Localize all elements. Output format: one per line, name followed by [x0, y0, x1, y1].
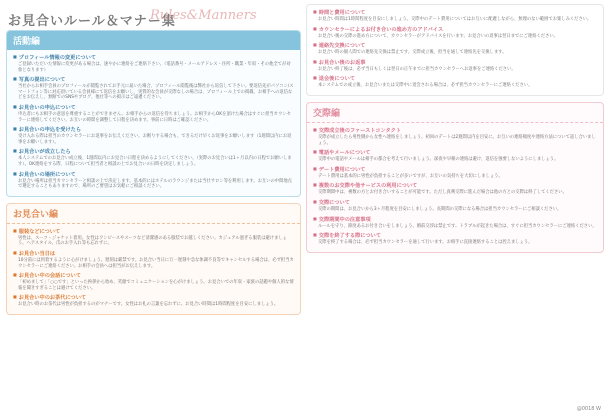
section-title: お見合い編	[7, 204, 300, 224]
rule-item-text: デート費用は基本的に男性が負担することが多いですが、お互いの気持ちを大切にしましょう。	[318, 173, 503, 179]
rule-item	[313, 41, 597, 56]
rule-item-text: お見合い時の個人間での連絡先交換は禁止です。交際成立後、担当を通して連絡先を交換します。	[318, 50, 507, 56]
rule-item	[13, 293, 294, 308]
section-title: 交際編	[307, 103, 603, 123]
rule-item-text: お見合い場所は担当カウンセラーと相談の上で決定します。基本的にはホテルのラウンジまたは当社サロン等を利用します。お互いの中間地点で選定することもありますので、場所のご要望はお気軽にご相談ください。	[18, 178, 292, 190]
rule-item-text: 当社からお相手会員のプロフィールが閲覧されてお手元に届いた場合、プロフィール閲覧後は弊社から返信して下さい。要返信先がパソコン/スマートフォン等に対応頂いている会員様にて返信をお願いし、実質的な会員が交際なしの場合は、プロフィール上での掲載、お相手への返信などをお伝えし、無断でのSNSやブログ、他社等への掲示はご遠慮ください。	[18, 84, 294, 101]
rule-item-title: ■ お見合い中のお茶代について	[13, 293, 294, 302]
rule-item-title: ■ 連絡先交換について	[313, 41, 597, 50]
rule-item-title: ■ お見合い中の会話について	[13, 271, 294, 280]
rule-item	[313, 181, 597, 196]
rule-item-title: ■ 電話やメールについて	[313, 148, 597, 157]
section-omiai	[6, 203, 301, 315]
section-body	[307, 123, 603, 252]
section-katsudo	[6, 30, 301, 197]
rule-item	[313, 148, 597, 163]
rule-item-title: ■ お見合いが成立したら	[13, 147, 294, 156]
rule-item	[313, 74, 597, 89]
rule-item	[313, 126, 597, 146]
rule-item-title: ■ お見合いの申込について	[13, 103, 294, 112]
rule-item-title: ■ 服装などについて	[13, 227, 294, 236]
rule-item-text: 「初めまして」「○○です」といった挨拶から始め、笑顔でコミュニケーションを心がけましょう。お見合いでの年収・家族の話題や個人的な情報を聞きすぎることは避けてください。	[18, 280, 294, 291]
rule-item-title: ■ 退会後について	[313, 74, 597, 83]
rule-item-title: ■ 交際期間中の注意事項	[313, 215, 597, 224]
section-kosai	[306, 102, 604, 253]
rule-item-text: ご登録いただいた情報に変更がある場合は、速やかに連絡をご連絡下さい。（電話番号・メールアドレス・住所・職業・年収・その他全てが対象となります）	[18, 62, 291, 73]
left-column	[6, 30, 301, 321]
rule-item	[13, 249, 294, 269]
rule-item	[13, 125, 294, 145]
rule-item	[13, 103, 294, 123]
rule-item-title: ■ 交際を終了する際について	[313, 231, 597, 240]
rule-item-title: ■ プロフィール情報の変更について	[13, 53, 294, 62]
rule-item-text: 受け入れる際は担当のカウンセラーにお返事をお伝えください。お断りする場合も、できるだけ早くお返事をお願いします（1週間以内にお返事をお願いします）。	[18, 134, 292, 145]
rule-item	[313, 165, 597, 180]
rule-item-text: 10分前には到着するように心がけましょう。遅刻は厳禁です。お見合い当日に万一遅刻や急な体調不良等でキャンセルする場合は、必ず担当カウンセラーにご連絡ください。お相手の会員へは担当がお伝えします。	[18, 257, 294, 269]
rule-item	[313, 231, 597, 246]
rule-item	[313, 25, 597, 40]
rule-item-title: ■ お見合い当日は	[13, 249, 294, 258]
rule-item-text: 交際期間中は、複数の方とお付き合いすることが可能です。ただし真剣交際に進んだ場合は他の方との交際は終了してください。	[318, 190, 567, 196]
rule-item-title: ■ 交際について	[313, 198, 597, 207]
section-body	[7, 224, 300, 314]
rule-item-title: ■ 交際成立後のファーストコンタクト	[313, 126, 597, 135]
rule-item-text: お見合い後の交際の進め方について、カウンセラーがアドバイスを行います。お見合いの返事は翌日までにご連絡ください。	[318, 33, 558, 39]
section-title: 活動編	[7, 31, 300, 50]
rule-item-title: ■ お見合いの場所について	[13, 170, 294, 179]
section-body	[307, 5, 603, 95]
rule-item-title: ■ デート費用について	[313, 165, 597, 174]
rule-item-text: お見合い終了後は、必ず当日もしくは翌日の正午までに担当カウンセラーへお返事をご連絡ください。	[318, 66, 516, 72]
rule-item	[313, 198, 597, 213]
rule-item-text: 本システムでの成立後、お見合いまたは交際中に退会される場合は、必ず担当カウンセラーにご連絡ください。	[318, 83, 533, 89]
rule-item	[13, 53, 294, 73]
rule-item	[13, 227, 294, 247]
section-body	[7, 50, 300, 196]
rule-item-text: 交際を終了する場合は、必ず担当カウンセラーを通して行います。お相手に直接連絡することは控えましょう。	[318, 240, 533, 246]
rule-item-text: お見合い時のお茶代は男性が負担するのがマナーです。女性はお礼の言葉を忘れずに。お見合い時間は1時間程度を目安にしましょう。	[18, 302, 279, 308]
rule-item	[13, 271, 294, 291]
rule-item	[13, 170, 294, 190]
rule-item-text: 交際が成立したら男性側から女性へ連絡をしましょう。初回のデートは2週間以内を目安に。お互いの連絡頻度や連絡方法について話し合いましょう。	[318, 134, 596, 146]
footer-code: @0018 W	[576, 406, 601, 412]
rule-item	[13, 147, 294, 167]
rule-item-title: ■ 複数のお交際や他サービスの利用について	[313, 181, 597, 190]
rule-item-text: 申込者にもお相手の意思を尊重することができません。お相手からの返信を待ちましょう。お相手からOKを頂けた場合はすぐに担当カウンセラーに連絡してください。お互いの時間を調整して日程を決めます。事前に日時はご確認ください。	[18, 111, 291, 123]
rule-item-title: ■ お見合い後のお返事	[313, 58, 597, 67]
rule-item	[313, 8, 597, 23]
rule-item	[313, 215, 597, 230]
rule-item	[13, 75, 294, 101]
rule-item-title: ■ 写真の提出について	[13, 75, 294, 84]
page-title: お見合いルール＆マナー集	[8, 14, 176, 29]
page-title-decoration: Rules&Manners	[150, 8, 257, 23]
rule-item-text: 男性は、スーツ・ジャケット着用。女性はワンピースやスーツなど清潔感のある服装でお越しください。カジュアル過ぎる服装は避けましょう。ヘアスタイル、爪のお手入れ等も忘れずに。	[18, 235, 287, 247]
rule-item-text: お見合い時間は1時間程度を目安にしましょう。交際中のデート費用についてはお互いに配慮しながら、無理のない範囲でお楽しみください。	[318, 17, 592, 22]
rule-item	[313, 58, 597, 73]
rule-item-title: ■ カウンセラーによるお付き合いの進め方のアドバイス	[313, 25, 597, 34]
rule-item-text: ルールを守り、節度あるお付き合いをしましょう。婚前交渉は禁止です。トラブルが起きた場合は、すぐに担当カウンセラーにご連絡ください。	[318, 223, 597, 229]
section-renraku	[306, 4, 604, 96]
rule-item-text: 本人システムでのお見合い成立後、1週間以内にお見合い日程を決めるようにしてください。（実際のお見合いは1ヶ月以内の日程でお願いします）。OK連絡をする際、日程について担当者と相談の上でお見合いの日時を決定しましょう。	[18, 156, 292, 167]
rule-item-title: ■ お見合いの申込を受けたら	[13, 125, 294, 134]
rule-item-text: 交際中の電話やメールは相手の都合を考えて行いましょう。深夜や早朝の連絡は避け、返信を強要しないようにしましょう。	[318, 157, 559, 163]
right-column	[306, 4, 604, 259]
rule-item-text: 交際の期間は、お見合いから3ヶ月程度を目安にしましょう。長期間の交際になる場合は担当カウンセラーにご相談ください。	[318, 206, 562, 212]
rule-item-title: ■ 時間と費用について	[313, 8, 597, 17]
